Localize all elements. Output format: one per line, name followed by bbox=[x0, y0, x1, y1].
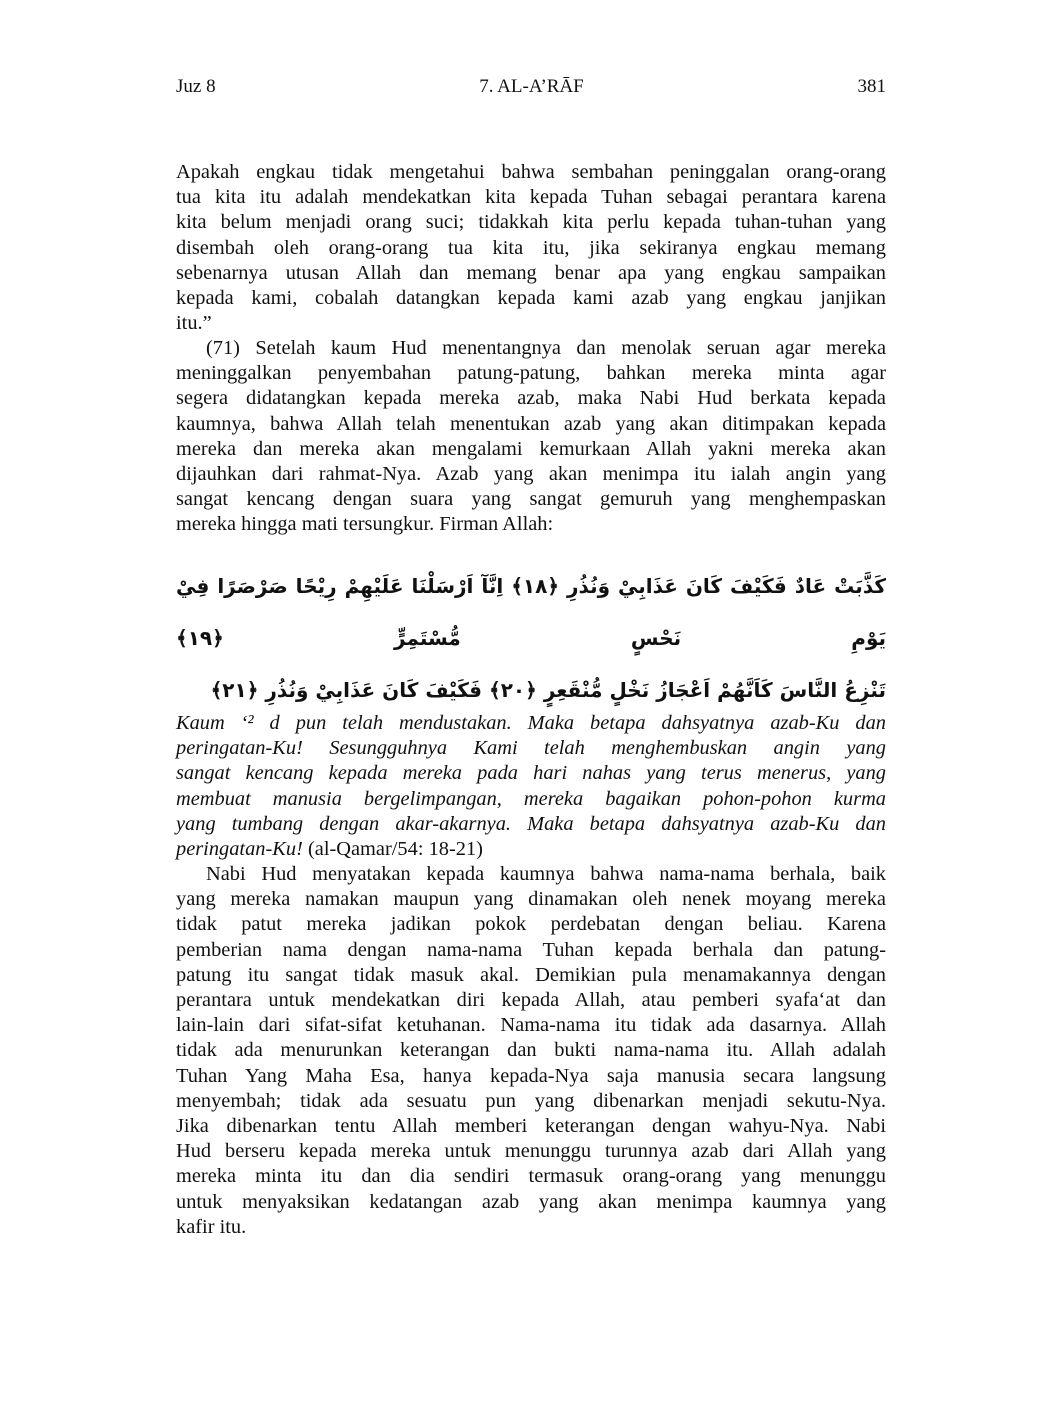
text-line: perantara untuk mendekatkan diri kepada Allah, atau pemberi syafa‘at dan bbox=[176, 989, 886, 1012]
text-line: kepada kami, cobalah datangkan kepada kami azab yang engkau janjikan bbox=[176, 287, 886, 310]
text-line: yang mereka namakan maupun yang dinamakan oleh nenek moyang mereka bbox=[176, 888, 886, 911]
text-line: itu.” bbox=[176, 312, 212, 335]
text-line: sebenarnya utusan Allah dan memang benar apa yang engkau sampaikan bbox=[176, 261, 886, 284]
paragraph-quote-continuation bbox=[176, 160, 886, 336]
paragraph-commentary bbox=[176, 862, 886, 1240]
text-line: kaumnya, bahwa Allah telah menentukan azab yang akan ditimpakan kepada bbox=[176, 412, 886, 435]
text-line: pemberian nama dengan nama-nama Tuhan kepada berhala dan patung- bbox=[176, 938, 886, 961]
text-line: Tuhan Yang Maha Esa, hanya kepada-Nya saja manusia secara langsung bbox=[176, 1064, 886, 1087]
text-line: Jika dibenarkan tentu Allah memberi keterangan dengan wahyu-Nya. Nabi bbox=[176, 1115, 886, 1138]
text-line: mereka hingga mati tersungkur. Firman Allah: bbox=[176, 513, 554, 536]
text-line: segera didatangkan kepada mereka azab, maka Nabi Hud berkata kepada bbox=[176, 387, 886, 410]
text-line: Kaum ‘² d pun telah mendustakan. Maka betapa dahsyatnya azab-Ku dan bbox=[176, 712, 886, 734]
page-number: 381 bbox=[857, 76, 886, 97]
text-line: lain-lain dari sifat-sifat ketuhanan. Nama-nama itu tidak ada dasarnya. Allah bbox=[176, 1014, 886, 1037]
text-line: sangat kencang kepada mereka pada hari nahas yang terus menerus, yang bbox=[176, 762, 886, 785]
text-line: mereka minta itu dan dia sendiri termasuk orang-orang yang menunggu bbox=[176, 1165, 886, 1188]
text-line: Hud berseru kepada mereka untuk menunggu turunnya azab dari Allah yang bbox=[176, 1140, 886, 1163]
arabic-line: تَنْزِعُ النَّاسَ كَاَنَّهُمْ اَعْجَازُ نَخْلٍ مُّنْقَعِرٍ ﴿٢٠﴾ فَكَيْفَ كَانَ عَذَابِيْ وَنُذُرِ ﴿٢١﴾ bbox=[210, 678, 886, 702]
paragraph-commentary-71 bbox=[176, 336, 886, 538]
text-line: tidak ada menurunkan keterangan dan bukti nama-nama itu. Allah adalah bbox=[176, 1039, 886, 1062]
text-line: tua kita itu adalah mendekatkan kita kepada Tuhan sebagai perantara karena bbox=[176, 186, 886, 209]
running-header-surah: 7. AL-A’RĀF bbox=[479, 76, 584, 97]
text-line: patung itu sangat tidak masuk akal. Demikian pula menamakannya dengan bbox=[176, 963, 886, 986]
text-line: kita belum menjadi orang suci; tidakkah kita perlu kepada tuhan-tuhan yang bbox=[176, 211, 886, 234]
text-line: peringatan-Ku! Sesungguhnya Kami telah menghembuskan angin yang bbox=[176, 737, 886, 760]
text-line: Apakah engkau tidak mengetahui bahwa sembahan peninggalan orang-orang bbox=[176, 161, 886, 183]
text-line: sangat kencang dengan suara yang sangat gemuruh yang menghempaskan bbox=[176, 488, 886, 511]
verse-translation bbox=[176, 711, 886, 862]
text-line: yang tumbang dengan akar-akarnya. Maka betapa dahsyatnya azab-Ku dan bbox=[176, 812, 886, 835]
arabic-line: كَذَّبَتْ عَادٌ فَكَيْفَ كَانَ عَذَابِيْ وَنُذُرِ ﴿١٨﴾ اِنَّآ اَرْسَلْنَا عَلَيْهِمْ رِيْحًا صَرْصَرًا فِيْ يَوْمِ نَحْسٍ مُّسْتَمِرٍّ ﴿١٩﴾ bbox=[176, 574, 886, 650]
text-line: (71) Setelah kaum Hud menentangnya dan menolak seruan agar mereka bbox=[206, 337, 886, 359]
text-line: tidak patut mereka jadikan pokok perdebatan dengan beliau. Karena bbox=[176, 913, 886, 936]
translation-text: peringatan-Ku! bbox=[176, 838, 303, 861]
text-line: menyembah; tidak ada sesuatu pun yang dibenarkan menjadi sekutu-Nya. bbox=[176, 1089, 886, 1112]
quran-verses-arabic bbox=[176, 560, 886, 716]
text-line: meninggalkan penyembahan patung-patung, bahkan mereka minta agar bbox=[176, 362, 886, 385]
text-line: dijauhkan dari rahmat-Nya. Azab yang akan menimpa itu ialah angin yang bbox=[176, 463, 886, 486]
verse-citation: (al-Qamar/54: 18-21) bbox=[307, 838, 483, 861]
text-line: Nabi Hud menyatakan kepada kaumnya bahwa nama-nama berhala, baik bbox=[206, 863, 886, 885]
text-line: disembah oleh orang-orang tua kita itu, jika sekiranya engkau memang bbox=[176, 236, 886, 259]
running-header-juz: Juz 8 bbox=[176, 76, 216, 97]
text-line bbox=[176, 837, 886, 862]
text-line: kafir itu. bbox=[176, 1215, 247, 1238]
text-line: membuat manusia bergelimpangan, mereka bagaikan pohon-pohon kurma bbox=[176, 787, 886, 810]
text-line: mereka dan mereka akan mengalami kemurkaan Allah yakni mereka akan bbox=[176, 437, 886, 460]
text-line: untuk menyaksikan kedatangan azab yang akan menimpa kaumnya yang bbox=[176, 1190, 886, 1213]
